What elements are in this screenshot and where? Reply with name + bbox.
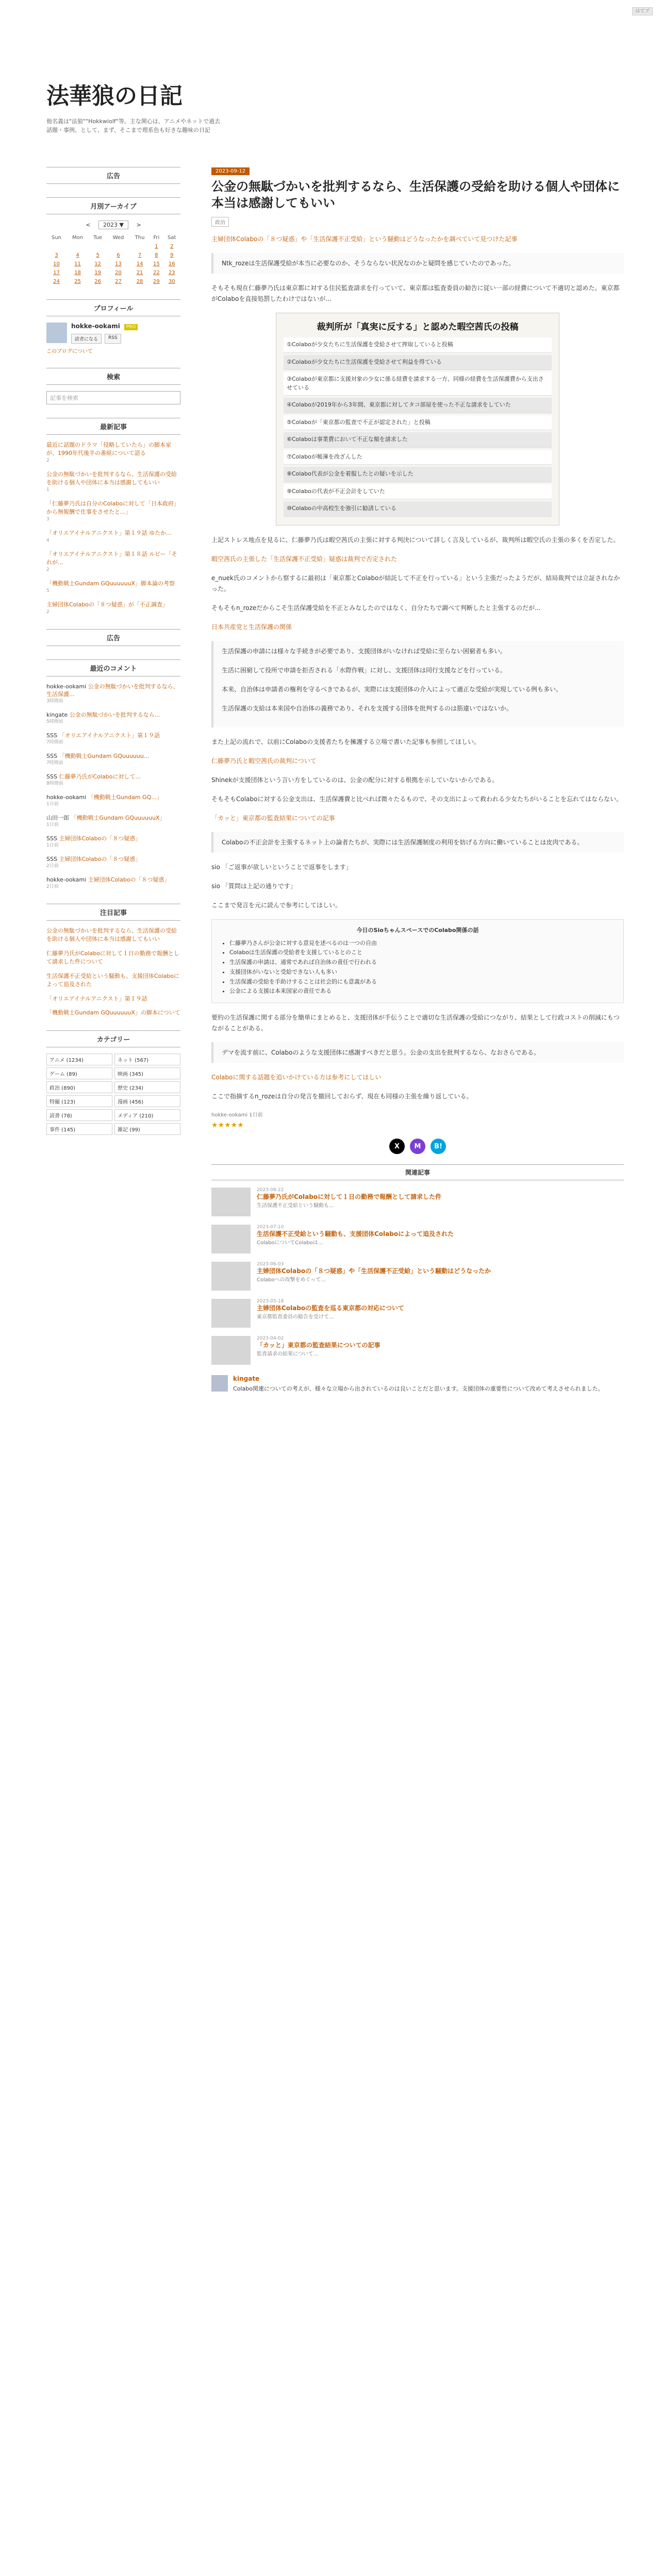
comment-link[interactable]: 「機動戦士Gundam GQuuuuuuX」 bbox=[71, 814, 166, 821]
category-item[interactable]: 特撮 (123) bbox=[46, 1095, 112, 1107]
category-grid bbox=[46, 1054, 180, 1135]
comment-text: Colabo関連についての考えが、様々な立場から出されているのは良いことだと思います。支援団体の重要性について改めて考えさせられました。 bbox=[233, 1385, 604, 1393]
list-item bbox=[46, 835, 180, 849]
category-item[interactable]: ネット (567) bbox=[114, 1054, 180, 1065]
category-item[interactable]: 雑記 (99) bbox=[114, 1123, 180, 1135]
related-thumbnail[interactable] bbox=[211, 1188, 251, 1216]
comment-link[interactable]: 「機動戦士Gundam GQ...」 bbox=[88, 793, 162, 801]
comment-date: 7時間前 bbox=[46, 760, 63, 766]
calendar-day[interactable]: 2 bbox=[170, 244, 174, 249]
calendar-next[interactable]: > bbox=[136, 222, 141, 228]
list-item bbox=[46, 793, 180, 808]
calendar-day[interactable]: 20 bbox=[115, 270, 122, 276]
paragraph: sio 「質問は上記の通りです」 bbox=[211, 883, 296, 890]
calendar-day[interactable]: 28 bbox=[136, 279, 143, 284]
list-item: ⑤Colaboが「東京都の監査で不正が認定された」と投稿 bbox=[284, 415, 552, 431]
list-item bbox=[46, 711, 180, 725]
popular-entry-link[interactable]: 「機動戦士Gundam GQuuuuuuX」の脚本について bbox=[46, 1009, 180, 1016]
related-date: 2023-06-03 bbox=[257, 1262, 284, 1267]
latest-module bbox=[46, 418, 180, 616]
latest-entry-link[interactable]: 最近に話題のドラマ「侵略していたら」の脚本家が、1990年代後半の番組について語る bbox=[46, 442, 171, 456]
paragraph: sio 「ご返事が欲しいということで返事をします」 bbox=[211, 863, 352, 871]
list-item bbox=[46, 927, 180, 943]
calendar-day[interactable]: 6 bbox=[117, 252, 120, 258]
related-list bbox=[211, 1188, 624, 1365]
list-item bbox=[46, 683, 180, 705]
calendar-day[interactable]: 22 bbox=[153, 270, 160, 276]
calendar-day[interactable]: 23 bbox=[168, 270, 175, 276]
calendar-day bbox=[107, 242, 130, 251]
calendar-table bbox=[46, 233, 180, 286]
calendar-day[interactable]: 7 bbox=[138, 252, 142, 258]
comment-date: 1日前 bbox=[46, 802, 59, 807]
paragraph bbox=[211, 554, 624, 565]
calendar-day[interactable]: 11 bbox=[74, 261, 81, 267]
comment-author[interactable]: SSS bbox=[46, 835, 57, 842]
entry-count: 4 bbox=[46, 537, 49, 543]
category-title: カテゴリー bbox=[46, 1030, 180, 1047]
sidebar bbox=[46, 167, 180, 1148]
category-item[interactable]: ゲーム (89) bbox=[46, 1067, 112, 1079]
quote-block: Colaboの不正会計を主張するネット上の論者たちが、実際には生活保護制度の利用を妨げる方向に働いていることは皮肉である。 bbox=[211, 832, 624, 853]
archive-module bbox=[46, 197, 180, 286]
list-item bbox=[46, 995, 180, 1003]
calendar-row bbox=[46, 268, 180, 277]
related-title-link[interactable]: 「カッと」東京都の監査結果についての記事 bbox=[257, 1342, 380, 1349]
calendar-day[interactable]: 9 bbox=[170, 252, 174, 258]
paragraph: 生活保護の支給は本来国や自治体の義務であり、それを支援する団体を批判するのは筋違いではないか。 bbox=[222, 704, 513, 712]
calendar-day[interactable]: 5 bbox=[96, 252, 100, 258]
calendar-day[interactable]: 17 bbox=[53, 270, 60, 276]
calendar-day bbox=[130, 242, 150, 251]
category-item[interactable]: 歴史 (234) bbox=[114, 1081, 180, 1093]
entry-count: 3 bbox=[46, 516, 49, 522]
list-item bbox=[46, 752, 180, 767]
related-item[interactable] bbox=[211, 1336, 624, 1365]
comment-avatar[interactable] bbox=[211, 1375, 228, 1392]
list-item: ⑨Colaboの代表が不正会計をしていた bbox=[284, 484, 552, 500]
related-thumbnail[interactable] bbox=[211, 1225, 251, 1253]
calendar-day[interactable]: 12 bbox=[94, 261, 102, 267]
paragraph: 上記ストレス地点を見るに、仁藤夢乃氏は暇空茜氏の主張に対する判決について詳しく言及しているが、裁判所は暇空氏の主張の多くを否定した。 bbox=[211, 536, 620, 544]
intro-link[interactable]: 主婦団体Colaboの「８つ疑惑」や「生活保護不正受給」という騒動はどうなったかを調べていて見つけた記事 bbox=[211, 235, 518, 243]
paragraph: 生活保護の申請には様々な手続きが必要であり、支援団体がいなければ受給に至らない困窮者も多い。 bbox=[222, 647, 507, 655]
popular-list bbox=[46, 927, 180, 1018]
comment-author[interactable]: hokke-ookami bbox=[46, 683, 87, 690]
calendar-day bbox=[89, 242, 107, 251]
calendar-day bbox=[67, 242, 89, 251]
list-item: • 生活保護の受給を手助けすることは社会的にも意義がある bbox=[229, 977, 615, 987]
ads-title: 広告 bbox=[46, 167, 180, 184]
paragraph bbox=[211, 622, 624, 633]
quote-block: Ntk_rozeは生活保護受給が本当に必要なのか、そうならない状況なのかと疑問を感じていたのであった。 bbox=[211, 253, 624, 274]
calendar-row bbox=[46, 242, 180, 251]
profile-title: プロフィール bbox=[46, 299, 180, 316]
related-title-link[interactable]: 仁藤夢乃氏がColaboに対して１日の勤務で報酬として請求した件 bbox=[257, 1193, 442, 1201]
list-item: ⑥Colaboは事業費において不正な額を請求した bbox=[284, 432, 552, 448]
weekday: Fri bbox=[153, 235, 160, 241]
comment-link[interactable]: 主婦団体Colaboの「８つ疑惑」 bbox=[59, 855, 141, 862]
related-desc: 監査請求の結果について... bbox=[257, 1351, 319, 1358]
comment-link[interactable]: 公金の無駄づかいを批判するなら、生活保護... bbox=[46, 683, 179, 698]
mastodon-share-icon[interactable]: M bbox=[410, 1139, 425, 1154]
calendar-day[interactable]: 14 bbox=[136, 261, 143, 267]
paragraph: Shinekが支援団体という言い方をしているのは、公金の配分に対する根拠を示していないからである。 bbox=[211, 776, 499, 784]
comments-title: 最近のコメント bbox=[46, 659, 180, 676]
calendar-day[interactable]: 8 bbox=[155, 252, 158, 258]
related-desc: 生活保護不正受給という騒動も... bbox=[257, 1203, 334, 1209]
popular-entry-link[interactable]: 「オリエアイナルアニクスト」第１９話 bbox=[46, 995, 147, 1002]
comment-link[interactable]: 仁藤夢乃氏がColaboに対して... bbox=[59, 773, 141, 780]
list-item: ①Colaboが少女たちに生活保護を受給させて搾取していると投稿 bbox=[284, 337, 552, 353]
latest-title: 最新記事 bbox=[46, 418, 180, 435]
comment-link[interactable]: 主婦団体Colaboの「８つ疑惑」 bbox=[88, 876, 170, 883]
article-link[interactable]: 暇空茜氏の主張した「生活保護不正受給」疑惑は裁判で否定された bbox=[211, 555, 398, 563]
ads-title-2: 広告 bbox=[46, 629, 180, 646]
calendar-prev[interactable]: < bbox=[86, 222, 91, 228]
search-module bbox=[46, 368, 180, 404]
popular-entry-link[interactable]: 仁藤夢乃氏がColaboに対して１日の勤務で報酬として請求した件について bbox=[46, 950, 179, 965]
calendar-day[interactable]: 21 bbox=[136, 270, 143, 276]
related-date: 2023-04-02 bbox=[257, 1336, 284, 1342]
popular-entry-link[interactable]: 生活保護不正受給という騒動も、支援団体Colaboによって追及された bbox=[46, 972, 179, 988]
latest-entry-link[interactable]: 「仁藤夢乃氏は自分のColaboに対して「日本政府」から無報酬で仕事をさせたと...」 bbox=[46, 500, 179, 515]
paragraph bbox=[211, 1072, 624, 1083]
list-item bbox=[46, 500, 180, 523]
weekday: Tue bbox=[93, 235, 103, 241]
profile-name[interactable]: hokke-ookami bbox=[71, 323, 120, 330]
list-item: ⑩Colaboの中高校生を強引に勧誘している bbox=[284, 501, 552, 517]
top-bar bbox=[0, 0, 662, 44]
latest-entry-link[interactable]: 「オリエアイナルアニクスト」第１９話 ゆたか... bbox=[46, 529, 172, 536]
calendar-head bbox=[46, 221, 180, 229]
category-module bbox=[46, 1030, 180, 1135]
comment-author[interactable]: SSS bbox=[46, 855, 57, 862]
comment-author[interactable]: SSS bbox=[46, 773, 57, 780]
list-item bbox=[46, 950, 180, 966]
comment-author[interactable]: kingate bbox=[46, 711, 68, 719]
related-item[interactable] bbox=[211, 1262, 624, 1291]
related-date: 2023-05-18 bbox=[257, 1299, 284, 1304]
paragraph: また上記の流れで、以前にColaboの支援者たちを擁護する立場で書いた記事も参照してほしい。 bbox=[211, 738, 481, 745]
rss-button[interactable]: RSS bbox=[105, 334, 121, 344]
related-item[interactable] bbox=[211, 1188, 624, 1216]
calendar-day[interactable]: 1 bbox=[155, 244, 158, 249]
category-item[interactable]: 政治 (890) bbox=[46, 1081, 112, 1093]
latest-entry-link[interactable]: 主婦団体Colaboの「８つ疑惑」が「不正調査」 bbox=[46, 601, 168, 608]
summary-list bbox=[220, 939, 615, 996]
related-title-link[interactable]: 主婦団体Colaboの「８つ疑惑」や「生活保護不正受給」という騒動はどうなったか bbox=[257, 1267, 491, 1275]
list-item bbox=[46, 773, 180, 787]
entry-count: 1 bbox=[46, 487, 49, 493]
comment-link[interactable]: 主婦団体Colaboの「８つ疑惑」 bbox=[59, 835, 141, 842]
entry-category[interactable]: 政治 bbox=[211, 217, 229, 227]
avatar[interactable] bbox=[46, 323, 67, 343]
article-link[interactable]: 「カッと」東京都の監査結果についての記事 bbox=[211, 814, 335, 822]
list-item bbox=[46, 580, 180, 595]
calendar-day[interactable]: 26 bbox=[94, 279, 102, 284]
weekday: Mon bbox=[72, 235, 84, 241]
latest-entry-link[interactable]: 「オリエアイナルアニクスト」第１８話 ルビー「それが... bbox=[46, 550, 177, 566]
site-header bbox=[46, 77, 624, 134]
paragraph bbox=[211, 813, 624, 824]
judgment-figure bbox=[276, 313, 559, 526]
entry-count: 2 bbox=[46, 457, 49, 463]
comment-list bbox=[46, 683, 180, 890]
calendar-day[interactable]: 3 bbox=[55, 252, 58, 258]
paragraph bbox=[211, 756, 624, 767]
profile-buttons bbox=[71, 334, 138, 344]
paragraph: そもそもn_rozeだからこそ生活保護受給を不正とみなしたのではなく、自分たちで調べて判断したと主張するのだが... bbox=[211, 604, 541, 612]
comment-author[interactable]: 山田一郎 bbox=[46, 814, 69, 821]
related-desc: Colaboへの攻撃をめぐって... bbox=[257, 1277, 326, 1283]
list-item: • 支援団体がいないと受給できない人も多い bbox=[229, 968, 615, 977]
comment-date: 5時間前 bbox=[46, 719, 63, 725]
ads-module bbox=[46, 167, 180, 184]
search-title: 検索 bbox=[46, 368, 180, 385]
related-title-link[interactable]: 生活保護不正受給という騒動も、支援団体Colaboによって追及された bbox=[257, 1230, 454, 1238]
related-body bbox=[257, 1225, 454, 1253]
related-body bbox=[257, 1188, 441, 1216]
comment-date: 8時間前 bbox=[46, 781, 63, 787]
related-body bbox=[257, 1336, 380, 1365]
entry-title[interactable]: 公金の無駄づかいを批判するなら、生活保護の受給を助ける個人や団体に本当は感謝してもいい bbox=[211, 179, 620, 211]
related-item[interactable] bbox=[211, 1299, 624, 1328]
list-item bbox=[46, 601, 180, 616]
calendar-day bbox=[46, 242, 67, 251]
calendar-day[interactable]: 10 bbox=[53, 261, 60, 267]
calendar-day[interactable]: 15 bbox=[153, 261, 160, 267]
paragraph: ここで指摘するn_rozeは自分の発言を撤回しておらず、現在も同様の主張を繰り返している。 bbox=[211, 1093, 473, 1100]
article-link[interactable]: 日本共産党と生活保護の関係 bbox=[211, 623, 292, 631]
related-title: 関連記事 bbox=[211, 1164, 624, 1180]
paragraph: 生活に困窮して役所で申請を拒否される「水際作戦」に対し、支援団体は同行支援などを行っている。 bbox=[222, 666, 507, 674]
comment-date: 2日前 bbox=[46, 863, 59, 869]
calendar-day[interactable]: 19 bbox=[94, 270, 102, 276]
article-link[interactable]: Colaboに関する話題を追いかけている方は参考にしてほしい bbox=[211, 1074, 382, 1081]
weekday: Wed bbox=[112, 235, 124, 241]
related-desc: 東京都監査委員の勧告を受けて... bbox=[257, 1314, 334, 1320]
calendar-row bbox=[46, 260, 180, 268]
latest-entry-link[interactable]: 「機動戦士Gundam GQuuuuuuX」脚本論の考察 bbox=[46, 580, 175, 587]
profile-box bbox=[46, 323, 180, 344]
paragraph: そもそもColaboに対する公金支出は、生活保護費と比べれば微々たるもので、その支出によって救われる少女たちがいることを忘れてはならない。 bbox=[211, 795, 623, 803]
comment-body bbox=[233, 1375, 604, 1394]
profile-module bbox=[46, 299, 180, 354]
list-item: ②Colaboが少女たちに生活保護を受給させて利益を得ている bbox=[284, 355, 552, 370]
archive-title: 月別アーカイブ bbox=[46, 197, 180, 214]
star-reactions[interactable]: ★★★★★ bbox=[211, 1121, 244, 1130]
related-body bbox=[257, 1262, 491, 1291]
list-item bbox=[46, 814, 180, 828]
list-item bbox=[46, 1009, 180, 1017]
comment-date: 3時間前 bbox=[46, 699, 63, 704]
popular-module bbox=[46, 904, 180, 1018]
article-comment bbox=[211, 1375, 624, 1394]
calendar-day[interactable]: 25 bbox=[74, 279, 81, 284]
article-link[interactable]: 仁藤夢乃氏と暇空茜氏の裁判について bbox=[211, 757, 317, 765]
entry-date[interactable]: 2023-09-12 bbox=[211, 167, 250, 175]
related-body bbox=[257, 1299, 404, 1328]
list-item bbox=[46, 732, 180, 746]
category-item[interactable]: 漫画 (456) bbox=[114, 1095, 180, 1107]
paragraph: 要約の生活保護に関する部分を簡単にまとめると、支援団体が手伝うことで適切な生活保護の受給につながり、結果として行政コストの削減にもつながることがある。 bbox=[211, 1013, 620, 1032]
author-line[interactable]: hokke-ookami 1日前 bbox=[211, 1112, 263, 1118]
hatena-bookmark-icon[interactable]: B! bbox=[431, 1139, 446, 1154]
comment-date: 1日前 bbox=[46, 822, 59, 828]
calendar-year-select[interactable]: 2023 ▼ bbox=[98, 221, 128, 229]
comment-author[interactable]: hokke-ookami bbox=[46, 876, 87, 883]
calendar-row bbox=[46, 251, 180, 260]
main-article bbox=[211, 167, 624, 1394]
comment-date: 1日前 bbox=[46, 843, 59, 849]
figure-list bbox=[284, 337, 552, 517]
list-item bbox=[46, 441, 180, 464]
paragraph: そもそも現在仁藤夢乃氏は東京都に対する住民監査請求を行っていて、東京都は監査委員の勧告に従い一部の経費について不適切と認めた。東京都がColaboを直接処罰したわけではないが... bbox=[211, 284, 620, 303]
list-item: ⑦Colaboが帳簿を改ざんした bbox=[284, 450, 552, 465]
calendar-day[interactable]: 4 bbox=[76, 252, 79, 258]
search-input[interactable]: 記事を検索 bbox=[46, 391, 180, 404]
list-item: ④Colaboが2019年から3年間、東京都に対してタコ部屋を使った不正な請求をしていた bbox=[284, 398, 552, 413]
related-desc: ColaboについてColaboは... bbox=[257, 1240, 323, 1246]
weekday: Thu bbox=[135, 235, 145, 241]
calendar-day[interactable]: 24 bbox=[53, 279, 60, 284]
list-item: ⑧Colabo代表が公金を着服したとの疑いを示した bbox=[284, 467, 552, 482]
calendar-day[interactable]: 29 bbox=[153, 279, 160, 284]
comment-link[interactable]: 「オリエアイナルアニクスト」第１９話 bbox=[59, 732, 160, 739]
space-summary-box bbox=[211, 919, 624, 1003]
list-item: ③Colaboが東京都に支援対象の少女に係る経費を請求する一方、同様の経費を生活保護費から支出させている bbox=[284, 372, 552, 396]
related-thumbnail[interactable] bbox=[211, 1262, 251, 1291]
calendar-day[interactable]: 13 bbox=[115, 261, 122, 267]
related-thumbnail[interactable] bbox=[211, 1336, 251, 1365]
comment-link[interactable]: 「機動戦士Gundam GQuuuuuu... bbox=[59, 752, 150, 759]
profile-info bbox=[71, 323, 138, 344]
category-item[interactable]: メディア (210) bbox=[114, 1109, 180, 1121]
related-title-link[interactable]: 主婦団体Colaboの監査を巡る東京都の対応について bbox=[257, 1304, 404, 1312]
related-thumbnail[interactable] bbox=[211, 1299, 251, 1328]
comment-date: 7時間前 bbox=[46, 740, 63, 745]
paragraph bbox=[211, 234, 624, 245]
calendar-day[interactable]: 18 bbox=[74, 270, 81, 276]
latest-list bbox=[46, 441, 180, 616]
follow-button[interactable]: 読者になる bbox=[71, 334, 102, 344]
calendar-row bbox=[46, 277, 180, 286]
quote-block bbox=[211, 641, 624, 727]
list-item: • Colaboは生活保護の受給者を支援しているとのこと bbox=[229, 948, 615, 958]
comment-author[interactable]: SSS bbox=[46, 752, 57, 759]
calendar-day[interactable]: 16 bbox=[168, 261, 175, 267]
ads-module-2 bbox=[46, 629, 180, 646]
list-item: • 生活保護の申請は、通常であれば自治体の責任で行われる bbox=[229, 958, 615, 968]
list-item bbox=[46, 470, 180, 494]
popular-entry-link[interactable]: 公金の無駄づかいを批判するなら、生活保護の受給を助ける個人や団体に本当は感謝してもいい bbox=[46, 927, 177, 942]
paragraph: e_nuek氏のコメントから察するに最初は「東京都とColaboが結託して不正を行っている」という主張だったようだが、結局裁判では立証されなかった。 bbox=[211, 574, 620, 592]
weekday: Sun bbox=[51, 235, 61, 241]
hatena-badge[interactable]: はてブ bbox=[632, 7, 653, 15]
latest-entry-link[interactable]: 公金の無駄づかいを批判するなら、生活保護の受給を助ける個人や団体に本当は感謝してもいい bbox=[46, 470, 177, 486]
share-buttons bbox=[211, 1139, 624, 1154]
entry-count: 2 bbox=[46, 567, 49, 572]
weekday: Sat bbox=[167, 235, 176, 241]
popular-title: 注目記事 bbox=[46, 904, 180, 921]
list-item bbox=[46, 855, 180, 870]
list-item bbox=[46, 550, 180, 573]
calendar-weekdays bbox=[46, 233, 180, 242]
category-item[interactable]: 映画 (345) bbox=[114, 1067, 180, 1079]
list-item bbox=[46, 529, 180, 544]
calendar-day[interactable]: 30 bbox=[168, 279, 175, 284]
category-item[interactable]: 事件 (145) bbox=[46, 1123, 112, 1135]
quote-block: デマを流す前に、Colaboのような支援団体に感謝すべきだと思う。公金の支出を批判するなら、なおさらである。 bbox=[211, 1042, 624, 1063]
list-item bbox=[46, 876, 180, 890]
about-blog-link[interactable]: このブログについて bbox=[46, 349, 93, 354]
comment-author[interactable]: SSS bbox=[46, 732, 57, 739]
entry-count: 5 bbox=[46, 588, 49, 594]
paragraph: ここまで発言を元に読んで参考にしてほしい。 bbox=[211, 902, 342, 909]
comment-link[interactable]: 公金の無駄づかいを批判するなら... bbox=[69, 711, 160, 719]
pro-badge: PRO bbox=[124, 324, 138, 330]
calendar-day[interactable]: 27 bbox=[115, 279, 122, 284]
list-item bbox=[46, 972, 180, 989]
related-date: 2023-07-10 bbox=[257, 1225, 284, 1230]
entry-count: 2 bbox=[46, 609, 49, 615]
comment-date: 2日前 bbox=[46, 884, 59, 890]
category-item[interactable]: アニメ (1234) bbox=[46, 1054, 112, 1065]
x-share-icon[interactable]: X bbox=[389, 1139, 405, 1154]
list-item: • 仁藤夢乃さんが公金に対する意見を述べるのは一つの自由 bbox=[229, 939, 615, 948]
list-item: • 公金による支援は本来国家の責任である bbox=[229, 987, 615, 996]
comment-author[interactable]: kingate bbox=[233, 1375, 260, 1383]
category-item[interactable]: 読書 (78) bbox=[46, 1109, 112, 1121]
related-date: 2023-08-22 bbox=[257, 1188, 284, 1193]
box-title: 今日のSioちゃんスペースでのColabo関係の話 bbox=[356, 927, 479, 934]
site-title[interactable]: 法華狼の日記 bbox=[46, 83, 183, 109]
entry-footer bbox=[211, 1110, 624, 1129]
paragraph: 本来、自治体は申請者の権利を守るべきであるが、実際には支援団体の介入によって適正な受給が実現している例も多い。 bbox=[222, 685, 562, 693]
figure-title: 裁判所が「真実に反する」と認めた暇空茜氏の投稿 bbox=[317, 322, 519, 333]
comment-author[interactable]: hokke-ookami bbox=[46, 793, 87, 801]
related-item[interactable] bbox=[211, 1225, 624, 1253]
site-description: 他名義は"法狼""Hokkwiolf"等。主な関心は、アニメやネットで過去話題・事例、として、まず、そこまで理系色も好きな趣味の日記 bbox=[46, 118, 221, 133]
comments-module bbox=[46, 659, 180, 890]
